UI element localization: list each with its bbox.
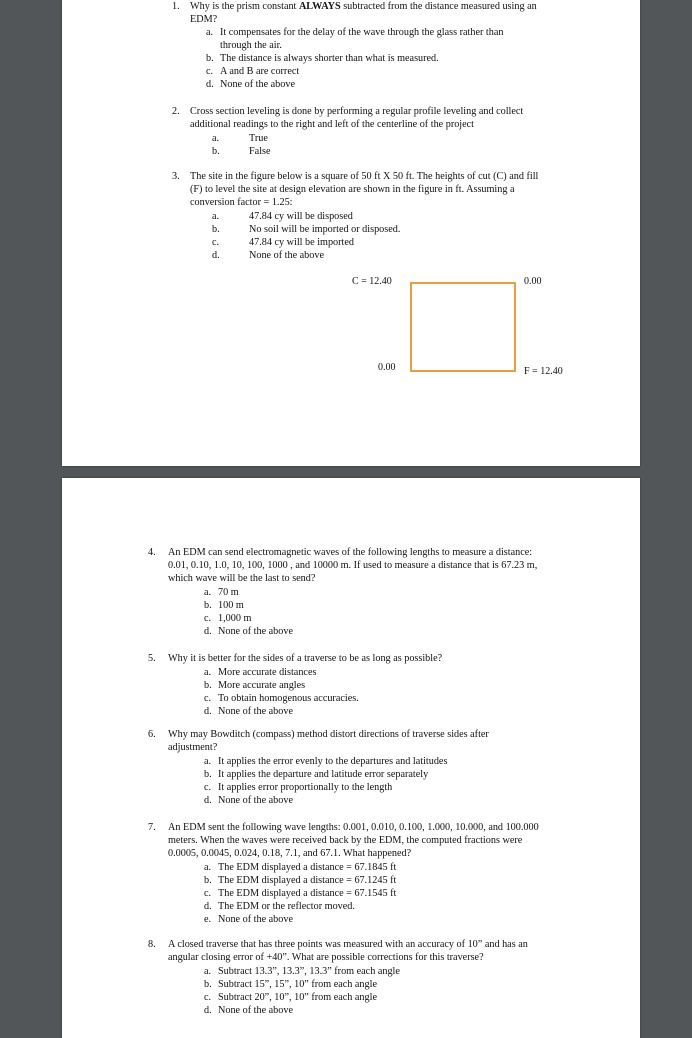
question-stem: Why it is better for the sides of a traverse to be as long as possible? (168, 653, 443, 664)
site-square (410, 282, 516, 372)
question-1: 1. Why is the prism constant ALWAYS subtracted from the distance measured using an EDM? a. It compensates for the delay of the wave through the glass rather than through the air. b. The distance is always shorter than what is measured. c. A and B are correct d. None of the above (172, 0, 572, 100)
emphasis-text: ALWAYS (298, 1, 341, 12)
question-number: 1. (172, 1, 180, 12)
question-number: 7. (148, 822, 156, 833)
question-number: 8. (148, 939, 156, 950)
question-number: 5. (148, 653, 156, 664)
question-7: 7. An EDM sent the following wave lengths: 0.001, 0.010, 0.100, 1.000, 10.000, and 100.000 meters. When the waves were received back by the EDM, the computed fractions were 0.0005, 0.0045, 0.024, 0.18, 7.1, and 67.1. What happened? a. The EDM displayed a distance = 67.1845 ft b. The EDM displayed a distance = 67.1245 ft c. The EDM displayed a distance = 67.1545 ft d. The EDM or the reflector moved. e. None of the above (148, 821, 568, 927)
question-stem: An EDM can send electromagnetic waves of the following lengths to measure a distance: 0.01, 0.10, 1.0, 10, 100, 1000 , and 10000 m. If used to measure a distance that is 67.23 m, which wave will be the last to send? (168, 547, 538, 584)
question-8: 8. A closed traverse that has three points was measured with an accuracy of 10” and has an angular closing error of +40”. What are possible corrections for this traverse? a. Subtract 13.3”, 13.3”, 13.3” from each angle b. Subtract 15”, 15”, 10” from each angle c. Subtract 20”, 10”, 10” from each angle d. None of the above (148, 938, 568, 1020)
question-4: 4. An EDM can send electromagnetic waves of the following lengths to measure a distance: 0.01, 0.10, 1.0, 10, 100, 1000 , and 10000 m. If used to measure a distance that is 67.23 m, which wave will be the last to send? a. 70 m b. 100 m c. 1,000 m d. None of the above (148, 546, 568, 638)
figure-label-top-right: 0.00 (524, 276, 542, 287)
question-2: 2. Cross section leveling is done by performing a regular profile leveling and collect additional readings to the right and left of the centerline of the project a. True b. False (172, 105, 572, 155)
figure-label-bottom-left: 0.00 (378, 362, 396, 373)
figure-label-top-left: C = 12.40 (352, 276, 392, 287)
question-6: 6. Why may Bowditch (compass) method distort directions of traverse sides after adjustment? a. It applies the error evenly to the departures and latitudes b. It applies the departure and latitude error separately c. It applies error proportionally to the length d. None of the above (148, 728, 568, 808)
question-5: 5. Why it is better for the sides of a traverse to be as long as possible? a. More accurate distances b. More accurate angles c. To obtain homogenous accuracies. d. None of the above (148, 652, 568, 718)
figure-label-bottom-right: F = 12.40 (524, 366, 563, 377)
question-stem: Why may Bowditch (compass) method distort directions of traverse sides after adjustment? (168, 729, 489, 753)
question-stem: Why is the prism constant ALWAYS subtracted from the distance measured using an EDM? (190, 1, 537, 25)
site-figure (342, 276, 572, 386)
question-number: 2. (172, 106, 180, 117)
document-page-2 (62, 478, 640, 1038)
question-number: 6. (148, 729, 156, 740)
question-3: 3. The site in the figure below is a square of 50 ft X 50 ft. The heights of cut (C) and fill (F) to level the site at design elevation are shown in the figure in ft. Assuming a conversion factor = 1.25: a. 47.84 cy will be disposed b. No soil will be imported or disposed. c. 47.84 cy will be imported d. None of the above (172, 170, 572, 262)
question-stem: Cross section leveling is done by performing a regular profile leveling and collect additional readings to the right and left of the centerline of the project (190, 106, 524, 130)
question-number: 3. (172, 171, 180, 182)
question-stem: The site in the figure below is a square of 50 ft X 50 ft. The heights of cut (C) and fill (F) to level the site at design elevation are shown in the figure in ft. Assuming a conversion factor = 1.25: (190, 171, 539, 208)
question-number: 4. (148, 547, 156, 558)
question-stem: An EDM sent the following wave lengths: 0.001, 0.010, 0.100, 1.000, 10.000, and 100.000 meters. When the waves were received back by the EDM, the computed fractions were 0.0005, 0.0045, 0.024, 0.18, 7.1, and 67.1. What happened? (168, 822, 539, 859)
question-stem: A closed traverse that has three points was measured with an accuracy of 10” and has an angular closing error of +40”. What are possible corrections for this traverse? (168, 939, 528, 963)
document-page-1 (62, 0, 640, 466)
